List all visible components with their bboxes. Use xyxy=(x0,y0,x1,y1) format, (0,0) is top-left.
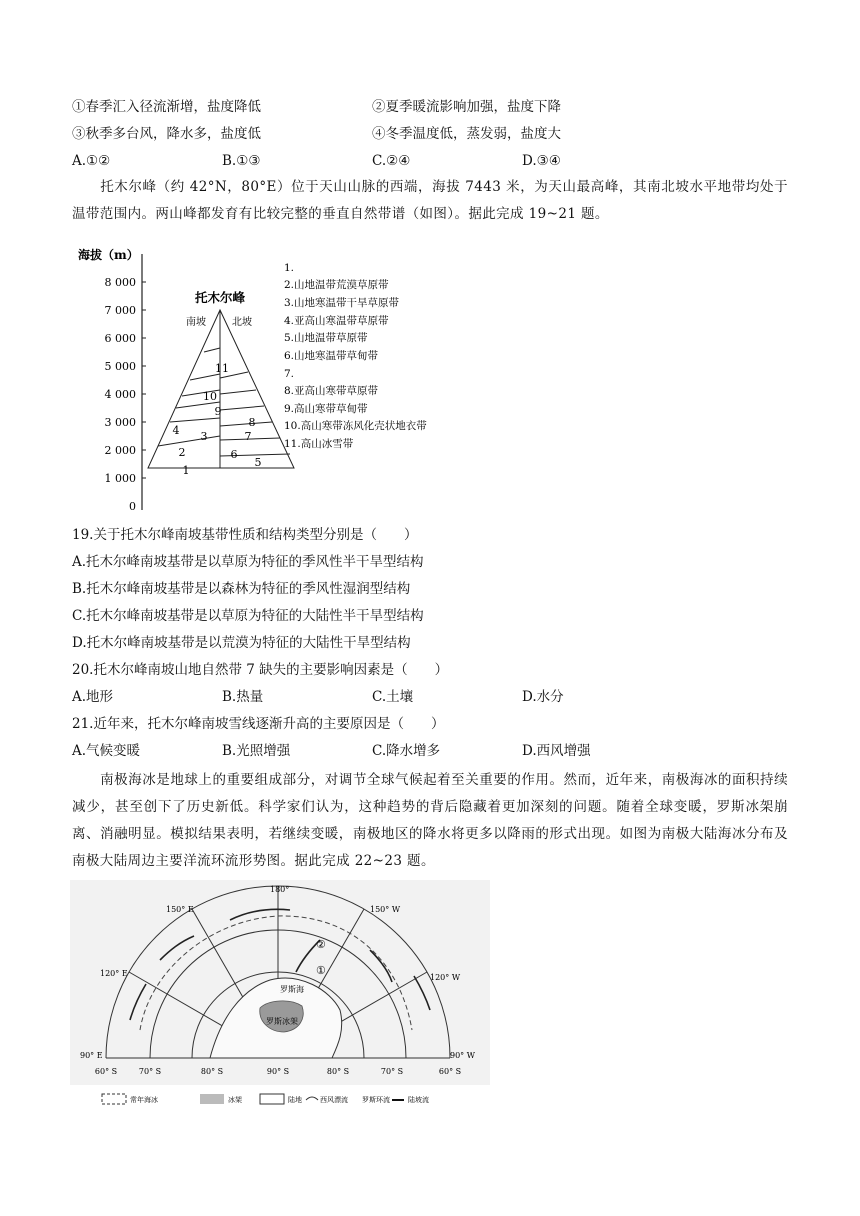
zonation-diagram xyxy=(72,240,452,515)
zone-6: 6 xyxy=(230,448,238,461)
zone-legend xyxy=(284,262,427,450)
legend-sea-ice: 常年海冰 xyxy=(130,1096,158,1104)
q21-option-b: B.光照增强 xyxy=(222,743,291,759)
tick-0: 0 xyxy=(129,500,136,513)
tick-6000: 6 000 xyxy=(104,332,136,345)
zone-3: 3 xyxy=(200,430,208,443)
q20-option-d: D.水分 xyxy=(522,689,564,705)
south-slope-label: 南坡 xyxy=(186,317,206,328)
q21-option-c: C.降水增多 xyxy=(372,743,441,759)
legend-item-1: 1. xyxy=(284,262,295,274)
question-20: 20.托木尔峰南坡山地自然带 7 缺失的主要影响因素是（ ） xyxy=(72,662,449,678)
tick-7000: 7 000 xyxy=(104,304,136,317)
lat-60s-left: 60° S xyxy=(94,1067,118,1076)
legend-item-3: 3.山地寒温带干旱草原带 xyxy=(284,297,400,309)
q19-option-c: C.托木尔峰南坡基带是以草原为特征的大陆性半干旱型结构 xyxy=(72,608,424,624)
legend-item-4: 4.亚高山寒温带草原带 xyxy=(284,315,389,327)
lat-70s-left: 70° S xyxy=(138,1067,162,1076)
lon-180: 180° xyxy=(270,885,290,894)
q19-option-d: D.托木尔峰南坡基带是以荒漠为特征的大陆性干旱型结构 xyxy=(72,635,411,651)
antarctic-map-legend xyxy=(100,1090,440,1108)
marker-2: ② xyxy=(316,938,326,951)
passage-tomur-text: 托木尔峰（约 42°N，80°E）位于天山山脉的西端，海拔 7443 米，为天山最高峰，其南北坡水平地带均处于温带范围内。两山峰都发育有比较完整的垂直自然带谱（如图）。据此完成 19~21 题。 xyxy=(72,179,788,222)
zone-11: 11 xyxy=(215,362,229,375)
choice-a: A.①② xyxy=(72,153,111,169)
passage-tomur xyxy=(72,174,788,228)
y-axis-label: 海拔（m） xyxy=(78,248,139,262)
q20-option-c: C.土壤 xyxy=(372,689,414,705)
legend-land-swatch xyxy=(260,1094,284,1104)
legend-slope-current: 陆坡流 xyxy=(408,1096,429,1104)
peak-label: 托木尔峰 xyxy=(194,290,246,305)
zone-numbers xyxy=(173,362,262,477)
zone-4: 4 xyxy=(172,424,180,437)
zone-8: 8 xyxy=(248,416,256,429)
choice-d: D.③④ xyxy=(522,153,561,169)
zone-7: 7 xyxy=(244,430,252,443)
lat-60s-right: 60° S xyxy=(438,1067,462,1076)
q20-option-a: A.地形 xyxy=(72,689,114,705)
question-21: 21.近年来，托木尔峰南坡雪线逐渐升高的主要原因是（ ） xyxy=(72,716,445,732)
zone-9: 9 xyxy=(214,405,222,418)
legend-item-2: 2.山地温带荒漠草原带 xyxy=(284,279,389,291)
tick-8000: 8 000 xyxy=(104,276,136,289)
zone-5: 5 xyxy=(254,456,262,469)
legend-sea-ice-swatch xyxy=(102,1094,126,1104)
passage-antarctic-text: 南极海冰是地球上的重要组成部分，对调节全球气候起着至关重要的作用。然而，近年来，南极海冰的面积持续减少，甚至创下了历史新低。科学家们认为，这种趋势的背后隐藏着更加深刻的问题。随着全球变暖，罗斯冰架崩离、消融明显。模拟结果表明，若继续变暖，南极地区的降水将更多以降雨的形式出现。如图为南极大陆海冰分布及南极大陆周边主要洋流环流形势图。据此完成 22~23 题。 xyxy=(72,772,788,869)
lon-120e: 120° E xyxy=(100,969,128,978)
legend-drift-swatch xyxy=(306,1097,318,1100)
question-19: 19.关于托木尔峰南坡基带性质和结构类型分别是（ ） xyxy=(72,527,418,543)
lon-150w: 150° W xyxy=(370,905,401,914)
legend-item-7: 7. xyxy=(284,368,295,380)
legend-item-5: 5.山地温带草原带 xyxy=(284,332,368,344)
north-slope-label: 北坡 xyxy=(232,317,252,328)
q19-option-b: B.托木尔峰南坡基带是以森林为特征的季风性湿润型结构 xyxy=(72,581,411,597)
passage-antarctic xyxy=(72,767,788,875)
tick-5000: 5 000 xyxy=(104,360,136,373)
tick-2000: 2 000 xyxy=(104,444,136,457)
legend-ice-shelf-swatch xyxy=(200,1094,224,1104)
tick-4000: 4 000 xyxy=(104,388,136,401)
choice-b: B.①③ xyxy=(222,153,261,169)
q20-option-b: B.热量 xyxy=(222,689,264,705)
ross-ice-shelf-label: 罗斯冰架 xyxy=(266,1017,298,1026)
q19-option-a: A.托木尔峰南坡基带是以草原为特征的季风性半干旱型结构 xyxy=(72,554,424,570)
tick-3000: 3 000 xyxy=(104,416,136,429)
lon-90w: 90° W xyxy=(450,1051,475,1060)
lon-120w: 120° W xyxy=(430,973,461,982)
ross-sea-label: 罗斯海 xyxy=(280,985,304,994)
marker-1: ① xyxy=(316,964,326,977)
zone-2: 2 xyxy=(178,446,186,459)
zone-10: 10 xyxy=(203,390,217,403)
option-2: ②夏季暖流影响加强，盐度下降 xyxy=(372,99,561,115)
y-tick-marks xyxy=(142,282,146,478)
lon-150e: 150° E xyxy=(166,905,194,914)
legend-land: 陆地 xyxy=(288,1096,302,1104)
legend-item-11: 11.高山冰雪带 xyxy=(284,438,354,450)
legend-item-8: 8.亚高山寒带草原带 xyxy=(284,385,379,397)
lat-90s: 90° S xyxy=(266,1067,290,1076)
mountain-outline xyxy=(148,310,294,468)
tick-1000: 1 000 xyxy=(104,472,136,485)
antarctic-map xyxy=(70,880,490,1085)
option-1: ①春季汇入径流渐增，盐度降低 xyxy=(72,99,261,115)
option-3: ③秋季多台风，降水多，盐度低 xyxy=(72,126,261,142)
zone-1: 1 xyxy=(182,464,190,477)
legend-item-6: 6.山地寒温带草甸带 xyxy=(284,350,379,362)
legend-item-9: 9.高山寒带草甸带 xyxy=(284,403,368,415)
option-4: ④冬季温度低，蒸发弱，盐度大 xyxy=(372,126,561,142)
lat-80s-left: 80° S xyxy=(200,1067,224,1076)
lat-70s-right: 70° S xyxy=(380,1067,404,1076)
legend-ross-gyre: 罗斯环流 xyxy=(362,1096,390,1104)
q21-option-d: D.西风增强 xyxy=(522,743,591,759)
lon-90e: 90° E xyxy=(80,1051,103,1060)
legend-item-10: 10.高山寒带冻风化壳状地衣带 xyxy=(284,420,427,432)
legend-ice-shelf: 冰架 xyxy=(228,1096,242,1104)
legend-west-wind-drift: 西风漂流 xyxy=(320,1096,348,1104)
q21-option-a: A.气候变暖 xyxy=(72,743,141,759)
choice-c: C.②④ xyxy=(372,153,411,169)
y-ticks xyxy=(105,276,137,513)
lat-80s-right: 80° S xyxy=(326,1067,350,1076)
